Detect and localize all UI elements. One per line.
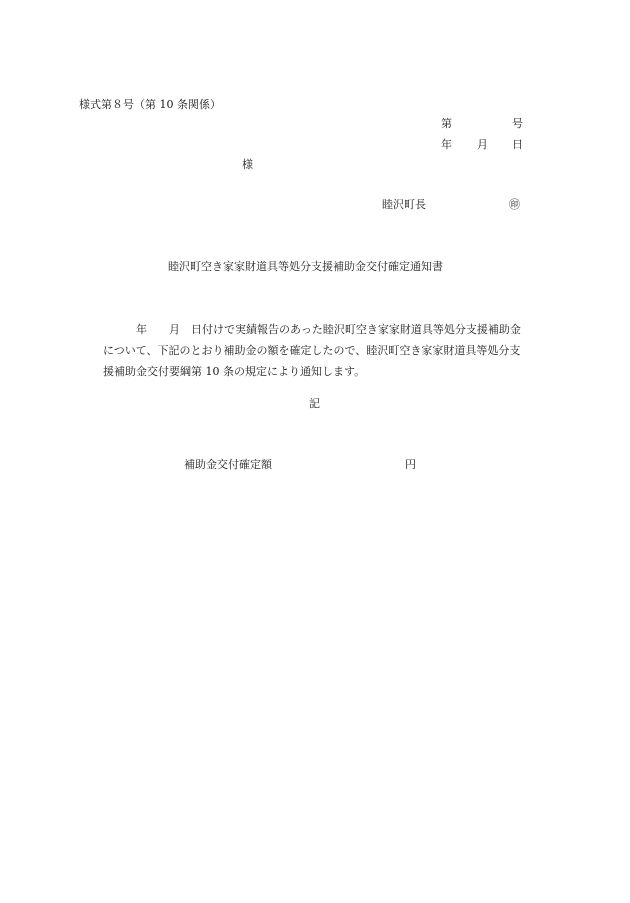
addressee-honorific: 様 <box>242 158 253 171</box>
doc-number-prefix: 第 <box>441 117 452 130</box>
amount-unit: 円 <box>405 458 416 471</box>
body-line-1: 年 月 日付けで実績報告のあった睦沢町空き家家財道具等処分支援補助金 <box>103 323 521 336</box>
body-line-2: について、下記のとおり補助金の額を確定したので、睦沢町空き家家財道具等処分支 <box>103 344 521 357</box>
form-number: 様式第８号（第 10 条関係） <box>79 98 221 111</box>
body-paragraph <box>103 319 553 382</box>
seal-mark: ㊞ <box>509 198 520 211</box>
amount-label: 補助金交付確定額 <box>184 458 272 471</box>
doc-number-suffix: 号 <box>512 117 523 130</box>
date-month: 月 <box>477 138 488 151</box>
document-title: 睦沢町空き家家財道具等処分支援補助金交付確定通知書 <box>168 260 443 273</box>
date-day: 日 <box>512 138 523 151</box>
date-year: 年 <box>441 138 452 151</box>
record-heading: 記 <box>309 397 320 410</box>
sender-name: 睦沢町長 <box>382 198 426 211</box>
body-line-3: 援補助金交付要綱第 10 条の規定により通知します。 <box>103 365 366 378</box>
